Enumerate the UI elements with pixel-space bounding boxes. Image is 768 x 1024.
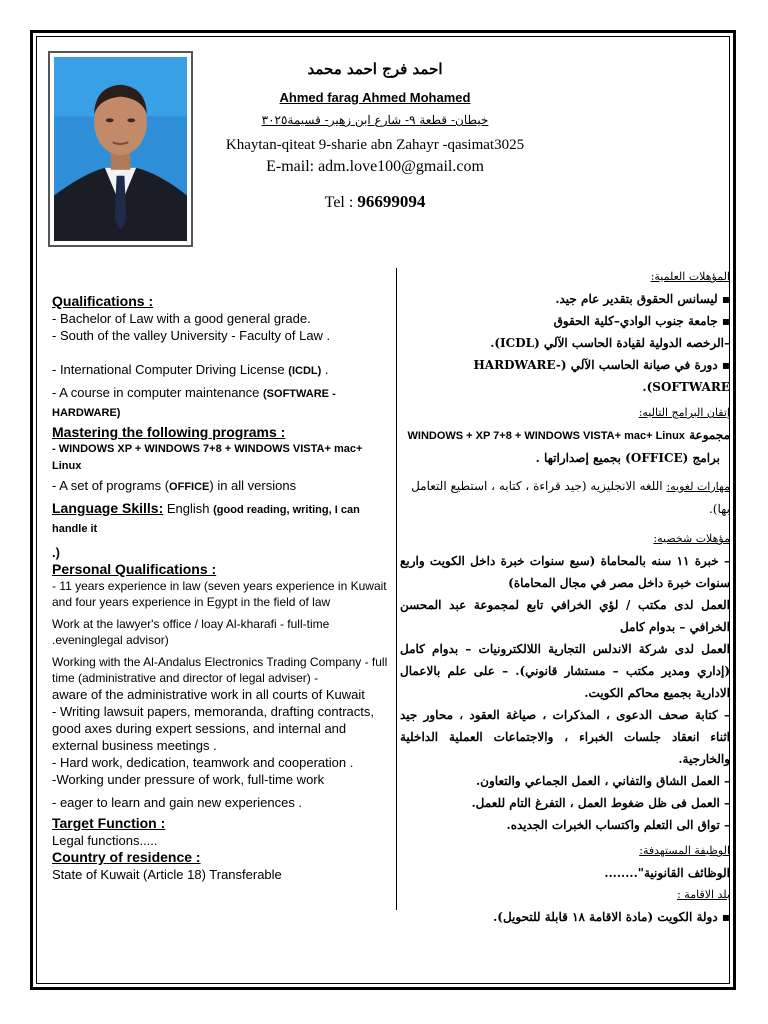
- office-pre: - A set of programs (: [52, 478, 170, 493]
- personal-heading: Personal Qualifications :: [52, 561, 217, 577]
- list-item: [52, 361, 390, 380]
- list-item: – خبرة ١١ سنه بالمحاماة (سبع سنوات خبرة داخل الكويت واربع سنوات خبرة داخل مصر في مجال المحاماة): [400, 554, 730, 590]
- list-item: [52, 384, 390, 422]
- language-heading: Language Skills:: [52, 500, 164, 516]
- language-text-ar: اللغه الانجليزيه (جيد قراءة ، كتابه ، استطيع التعامل بها).: [411, 479, 730, 516]
- list-item: ▪ جامعة جنوب الوادي–كلية الحقوق: [553, 314, 730, 328]
- programs-office-ar: برامج (OFFICE) بجميع إصداراتها .: [535, 451, 720, 465]
- list-item: aware of the administrative work in all courts of Kuwait: [52, 687, 365, 702]
- list-item: – العمل فى ظل ضغوط العمل ، التفرغ التام للعمل.: [471, 796, 730, 810]
- list-item: -Working under pressure of work, full-time work: [52, 772, 325, 787]
- icdl-abbr: (ICDL): [288, 365, 322, 377]
- list-item: ▪ دورة في صيانة الحاسب الآلي (HARDWARE-SOFTWARE).: [473, 358, 730, 394]
- telephone: [215, 192, 535, 212]
- address-arabic: خيطان- قطعة ٩- شارع ابن زهير- قسيمة٣٠٢٥: [261, 113, 489, 127]
- profile-photo: [48, 51, 193, 247]
- list-item: العمل لدى مكتب / لؤي الخرافي تابع لمجموعة عبد المحسن الخرافي – بدوام كامل: [400, 598, 730, 634]
- name-arabic: احمد فرج احمد محمد: [307, 60, 443, 78]
- list-item: - Hard work, dedication, teamwork and cooperation .: [52, 755, 354, 770]
- programs-en: WINDOWS + XP 7+8 + WINDOWS VISTA+ mac+ Linux: [407, 430, 685, 442]
- column-divider: [396, 268, 397, 910]
- programs-list-ar: [400, 424, 730, 447]
- list-item: العمل لدى شركة الاندلس التجارية اللالكترونيات – بدوام كامل (إداري ومدير مكتب – مستشار قانوني). – على علم بالاعمال الادارية بجميع محاكم الكويت.: [400, 642, 730, 700]
- list-item: – كتابة صحف الدعوى ، المذكرات ، صياغة العقود ، محاور جيد اثناء انعقاد جلسات الخبراء ، والاجتماعات العملية الداخلية والخارجية.: [400, 708, 730, 766]
- office-bold: OFFICE: [169, 481, 210, 493]
- name-english: Ahmed farag Ahmed Mohamed: [279, 90, 471, 105]
- list-item: Work at the lawyer's office / loay Al-kharafi - full-time .eveninglegal advisor): [52, 617, 330, 647]
- programs-heading-ar: إتقان البرامج التاليه:: [638, 406, 730, 419]
- list-item: Working with the Al-Andalus Electronics Trading Company - full time (administrative and director of legal adviser) -: [52, 655, 388, 685]
- english-column: [52, 293, 390, 883]
- arabic-column: [400, 266, 730, 928]
- target-text: Legal functions.....: [52, 833, 158, 848]
- personal-heading-ar: مؤهلات شخصيه:: [653, 532, 730, 545]
- list-item: - Bachelor of Law with a good general grade.: [52, 311, 311, 326]
- residence-heading: Country of residence :: [52, 849, 201, 865]
- list-item: [52, 477, 390, 496]
- target-heading: Target Function :: [52, 815, 166, 831]
- email: E-mail: adm.love100@gmail.com: [266, 158, 484, 175]
- language-line: [52, 500, 390, 538]
- programs-list: - WINDOWS XP + WINDOWS 7+8 + WINDOWS VISTA+ mac+ Linux: [52, 443, 363, 472]
- target-text-ar: الوظائف القانونية"........: [604, 866, 730, 880]
- contact-header: [215, 60, 535, 228]
- icdl-end: .: [321, 362, 329, 377]
- language-heading-ar: مهارات لغويه:: [666, 480, 730, 493]
- language-text: English: [163, 501, 214, 516]
- list-item: - 11 years experience in law (seven years experience in Kuwait and four years experience in Egypt in the field of law: [52, 579, 387, 609]
- list-item: - South of the valley University - Faculty of Law .: [52, 328, 331, 343]
- qualifications-heading-ar: المؤهلات العلمية:: [650, 270, 730, 283]
- residence-heading-ar: بلد الاقامة :: [677, 888, 730, 901]
- target-heading-ar: الوظيفة المستهدفة:: [639, 844, 730, 857]
- list-item: - eager to learn and gain new experiences .: [52, 795, 303, 810]
- residence-text-ar: ▪ دولة الكويت (مادة الاقامة ١٨ قابلة للتحويل).: [493, 910, 730, 924]
- course-text: - A course in computer maintenance: [52, 385, 260, 400]
- qualifications-heading: Qualifications :: [52, 293, 154, 309]
- course-bold: (SOFTWARE - HARDWARE): [52, 388, 336, 419]
- language-bold: (good reading, writing, I can handle it: [52, 504, 360, 535]
- list-item: – تواق الى التعلم واكتساب الخبرات الجديده.: [506, 818, 730, 832]
- tel-label: Tel :: [324, 194, 358, 211]
- icdl-text: - International Computer Driving License: [52, 362, 285, 377]
- tel-number: 96699094: [357, 192, 426, 211]
- address-english: Khaytan-qiteat 9-sharie abn Zahayr -qasimat3025: [225, 137, 525, 153]
- list-item: – العمل الشاق والتفاني ، العمل الجماعي والتعاون.: [476, 774, 730, 788]
- list-item: ▪ ليسانس الحقوق بتقدير عام جيد.: [555, 292, 730, 306]
- programs-heading: Mastering the following programs :: [52, 424, 286, 440]
- language-line-ar: [400, 475, 730, 520]
- language-end: .): [52, 545, 60, 560]
- list-item: - Writing lawsuit papers, memoranda, drafting contracts, good axes during expert sessions, and internal and external business meetings .: [52, 704, 375, 753]
- list-item: –الرخصه الدولية لقيادة الحاسب الآلي (ICDL).: [490, 336, 730, 350]
- residence-text: State of Kuwait (Article 18) Transferable: [52, 867, 282, 882]
- programs-group-ar: مجموعة: [689, 428, 730, 442]
- office-post: ) in all versions: [209, 478, 297, 493]
